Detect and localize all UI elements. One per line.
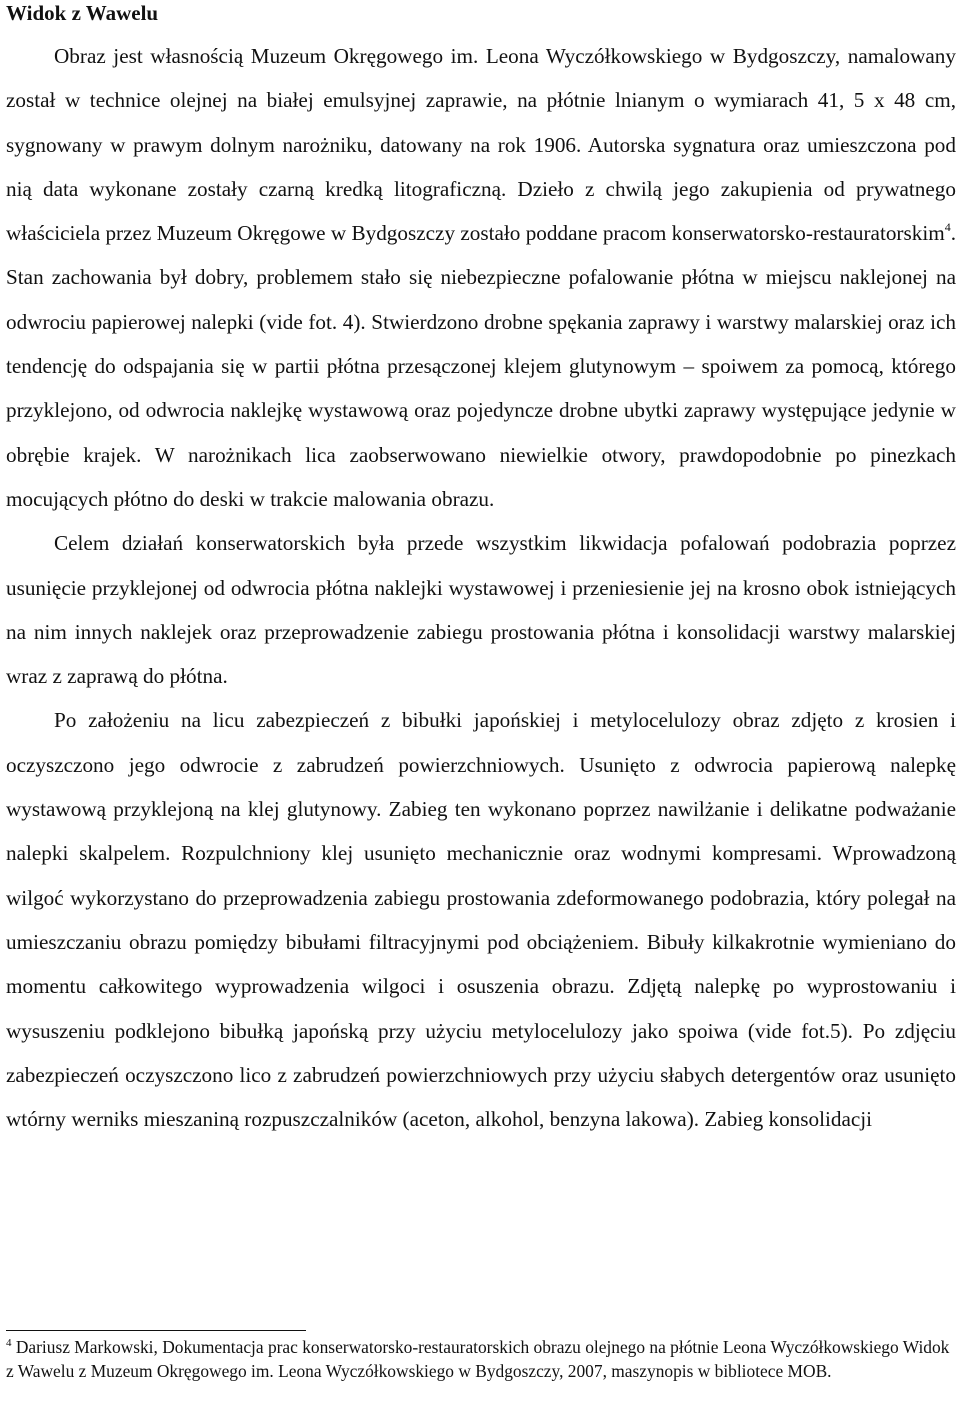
footnote-reference: 4 bbox=[944, 220, 951, 235]
footnote-mark: 4 bbox=[6, 1337, 12, 1349]
paragraph-1-continuation: . Stan zachowania był dobry, problemem stało się niebezpieczne pofalowanie płótna w miejscu naklejonej na odwrociu papierowej nalepki (vide fot. 4). Stwierdzono drobne spękania zaprawy i warstwy malarskiej oraz ich tendencję do odspajania się w partii płótna przesączonej klejem glutynowym – spoiwem za pomocą, którego przyklejono, od odwrocia naklejkę wystawową oraz pojedyncze drobne ubytki zaprawy występujące jedynie w obrębie krajek. W narożnikach lica zaobserwowano niewielkie otwory, prawdopodobnie po pinezkach mocujących płótno do deski w trakcie malowania obrazu. bbox=[6, 221, 956, 511]
paragraph-3: Po założeniu na licu zabezpieczeń z bibułki japońskiej i metylocelulozy obraz zdjęto z krosien i oczyszczono jego odwrocie z zabrudzeń powierzchniowych. Usunięto z odwrocia papierową nalepkę wystawową przyklejoną na klej glutynowy. Zabieg ten wykonano poprzez nawilżanie i delikatne podważanie nalepki skalpelem. Rozpulchniony klej usunięto mechanicznie oraz wodnymi kompresami. Wprowadzoną wilgoć wykorzystano do przeprowadzenia zabiegu prostowania zdeformowanego podobrazia, który polegał na umieszczaniu obrazu pomiędzy bibułami filtracyjnymi pod obciążeniem. Bibuły kilkakrotnie wymieniano do momentu całkowitego wyprowadzenia wilgoci i osuszenia obrazu. Zdjętą nalepkę po wyprostowaniu i wysuszeniu podklejono bibułką japońską przy użyciu metylocelulozy jako spoiwa (vide fot.5). Po zdjęciu zabezpieczeń oczyszczono lico z zabrudzeń powierzchniowych przy użyciu słabych detergentów oraz usunięto wtórny werniks mieszaniną rozpuszczalników (aceton, alkohol, benzyna lakowa). Zabieg konsolidacji bbox=[6, 708, 956, 1132]
paragraph-1 bbox=[6, 34, 956, 521]
footnote-separator bbox=[6, 1330, 306, 1331]
footnote-text: Dariusz Markowski, Dokumentacja prac konserwatorsko-restauratorskich obrazu olejnego na płótnie Leona Wyczółkowskiego Widok z Wawelu z Muzeum Okręgowego im. Leona Wyczółkowskiego w Bydgoszczy, 2007, maszynopis w bibliotece MOB. bbox=[6, 1337, 950, 1381]
document-title: Widok z Wawelu bbox=[6, 1, 159, 25]
footnote bbox=[6, 1336, 956, 1383]
paragraph-1-text: Obraz jest własnością Muzeum Okręgowego im. Leona Wyczółkowskiego w Bydgoszczy, namalowany został w technice olejnej na białej emulsyjnej zaprawie, na płótnie lnianym o wymiarach 41, 5 x 48 cm, sygnowany w prawym dolnym narożniku, datowany na rok 1906. Autorska sygnatura oraz umieszczona pod nią data wykonane zostały czarną kredką litograficzną. Dzieło z chwilą jego zakupienia od prywatnego właściciela przez Muzeum Okręgowe w Bydgoszczy zostało poddane pracom konserwatorsko-restauratorskim bbox=[6, 44, 956, 246]
paragraph-2: Celem działań konserwatorskich była przede wszystkim likwidacja pofalowań podobrazia poprzez usunięcie przyklejonej od odwrocia płótna naklejki wystawowej i przeniesienie jej na krosno obok istniejących na nim innych naklejek oraz przeprowadzenie zabiegu prostowania płótna i konsolidacji warstwy malarskiej wraz z zaprawą do płótna. bbox=[6, 531, 956, 689]
document-body bbox=[6, 34, 956, 1141]
